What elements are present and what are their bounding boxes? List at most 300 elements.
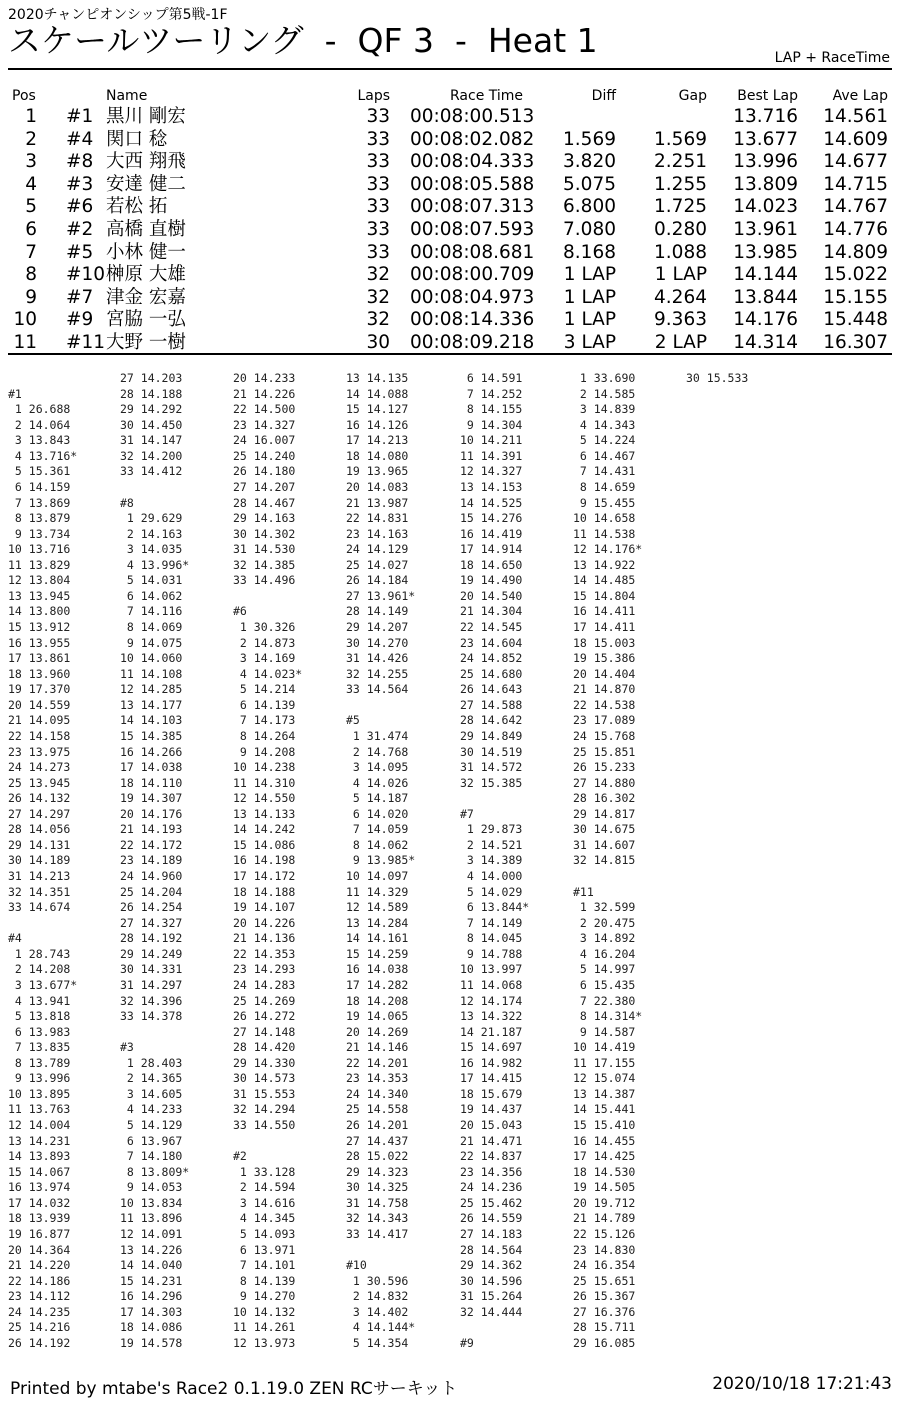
lap-line: 30 14.450 [120, 417, 183, 432]
lap-line: 8 14.264 [233, 728, 296, 743]
lap-line: 25 14.269 [233, 993, 296, 1008]
lap-line: 7 14.059 [346, 822, 409, 837]
lap-line: 23 14.163 [346, 526, 409, 541]
lap-line: 24 14.129 [346, 542, 409, 557]
lap-line: 32 14.385 [233, 557, 296, 572]
lap-line: 16 14.982 [460, 1055, 523, 1070]
lap-line: 2 14.365 [120, 1071, 183, 1086]
lap-line: 13 14.153 [460, 479, 523, 494]
result-row [8, 174, 892, 197]
best-lap-cell: 13.961 [733, 218, 798, 240]
lap-line: #4 [8, 931, 22, 946]
lap-line: #1 [8, 386, 22, 401]
lap-line: 11 14.329 [346, 884, 409, 899]
lap-line: 21 14.870 [573, 682, 636, 697]
lap-line: 16 14.198 [233, 853, 296, 868]
lap-line: 3 14.605 [120, 1086, 183, 1101]
lap-line: 14 14.040 [120, 1258, 183, 1273]
lap-line: 2 14.585 [573, 386, 636, 401]
lap-line [460, 791, 529, 807]
lap-line: 5 14.129 [120, 1118, 183, 1132]
ave-lap-cell: 14.561 [823, 106, 888, 127]
lap-line: 24 14.852 [460, 651, 523, 666]
lap-line: 27 14.297 [8, 806, 71, 821]
lap-line: 7 14.180 [120, 1149, 183, 1164]
lap-line: 16 14.126 [346, 417, 409, 432]
lap-line: 1 29.873 [460, 822, 523, 837]
lap-line: 4 13.941 [8, 993, 71, 1008]
ave-lap-cell: 14.809 [823, 241, 888, 263]
lap-line: 8 14.659 [573, 479, 636, 494]
lap-line: 6 14.139 [233, 697, 296, 712]
lap-line: 33 14.378 [120, 1009, 183, 1024]
lap-line: 27 14.148 [233, 1024, 296, 1039]
lap-line: 16 14.038 [346, 962, 409, 977]
lap-line: 10 14.238 [233, 760, 296, 775]
best-lap-cell: 13.677 [733, 128, 798, 150]
laps-cell: 30 [366, 331, 390, 353]
lap-line: 18 14.110 [120, 775, 183, 790]
lap-column [346, 371, 415, 1351]
lap-line: 26 14.272 [233, 1009, 296, 1024]
lap-line: 20 14.559 [8, 697, 71, 712]
lap-line: 9 13.734 [8, 526, 71, 541]
lap-line: 20 14.540 [460, 588, 523, 603]
result-row [8, 151, 892, 174]
lap-line: 14 21.187 [460, 1024, 523, 1039]
lap-line: 28 14.564 [460, 1242, 523, 1257]
best-lap-cell: 14.314 [733, 331, 798, 353]
lap-line: 14 14.525 [460, 495, 523, 510]
lap-line: 22 14.353 [233, 946, 296, 961]
lap-line: 30 14.302 [233, 526, 296, 541]
lap-line: 19 14.578 [120, 1335, 183, 1350]
best-lap-cell: 13.809 [733, 173, 798, 195]
lap-line: 12 13.973 [233, 1335, 296, 1350]
lap-line: 17 14.038 [120, 760, 183, 775]
lap-line: 25 13.945 [8, 775, 71, 790]
lap-line: 27 14.183 [460, 1226, 523, 1241]
car-number-cell: #3 [66, 173, 94, 195]
car-number-cell: #11 [66, 331, 106, 353]
lap-line: 23 14.112 [8, 1289, 71, 1304]
lap-line: 13 14.231 [8, 1133, 71, 1148]
lap-line: 13 14.226 [120, 1242, 183, 1257]
lap-line: 6 15.435 [573, 977, 636, 992]
lap-line: 12 15.074 [573, 1071, 636, 1086]
page-title: スケールツーリング - QF 3 - Heat 1 [8, 21, 598, 60]
lap-line: 24 14.960 [120, 869, 183, 883]
gap-cell: 4.264 [654, 286, 707, 308]
lap-line: 5 14.029 [460, 884, 523, 899]
lap-line: 14 14.088 [346, 386, 409, 401]
lap-line: 30 14.675 [573, 822, 636, 837]
lap-line: 25 14.204 [120, 884, 183, 899]
lap-column [686, 371, 748, 387]
race-time-cell: 00:08:09.218 [410, 331, 535, 353]
result-row [8, 106, 892, 129]
lap-line: 2 14.873 [233, 635, 296, 650]
car-number-cell: #7 [66, 286, 94, 308]
lap-line: 19 14.437 [460, 1102, 523, 1117]
lap-line: 22 14.186 [8, 1273, 71, 1288]
best-lap-cell: 14.144 [733, 264, 798, 286]
lap-line: 32 14.396 [120, 993, 183, 1008]
driver-name-cell: 小林 健一 [106, 241, 186, 263]
race-time-cell: 00:08:04.333 [410, 151, 535, 173]
lap-line: 4 14.026 [346, 775, 409, 790]
lap-line: 30 14.270 [346, 635, 409, 650]
lap-line: 11 17.155 [573, 1055, 636, 1070]
lap-line: 17 14.425 [573, 1149, 636, 1164]
lap-line: 31 14.530 [233, 542, 296, 557]
race-time-cell: 00:08:04.973 [410, 286, 535, 308]
lap-line: 22 14.172 [120, 837, 183, 852]
lap-line: 31 14.758 [346, 1195, 409, 1210]
lap-line: 16 14.266 [120, 744, 183, 759]
lap-line: 18 13.939 [8, 1211, 71, 1226]
lap-line: 22 15.126 [573, 1226, 636, 1241]
lap-line: 10 13.997 [460, 962, 523, 977]
lap-line: 26 14.643 [460, 682, 523, 697]
lap-line: 26 15.233 [573, 760, 636, 775]
lap-line: 4 16.204 [573, 946, 636, 961]
lap-line: 32 14.815 [573, 853, 636, 868]
lap-line: 17 14.415 [460, 1071, 523, 1086]
lap-line: 14 13.800 [8, 604, 71, 619]
lap-line: 21 14.304 [460, 604, 523, 619]
lap-line: 21 13.987 [346, 495, 409, 510]
lap-line: 26 14.254 [120, 900, 183, 915]
lap-line: 15 14.385 [120, 728, 183, 743]
lap-line: 27 14.207 [233, 479, 296, 494]
lap-line: 31 14.297 [120, 977, 183, 992]
lap-line: 25 14.240 [233, 448, 296, 463]
lap-line: 11 13.896 [120, 1211, 183, 1226]
lap-line: 23 17.089 [573, 713, 636, 728]
lap-line: 13 13.945 [8, 588, 71, 603]
lap-line: 15 15.410 [573, 1118, 636, 1132]
driver-name-cell: 津金 宏嘉 [106, 286, 186, 308]
lap-line: 33 14.496 [233, 573, 296, 588]
lap-line: 4 14.233 [120, 1102, 183, 1117]
lap-line: 24 14.273 [8, 760, 71, 775]
lap-line: 20 14.269 [346, 1024, 409, 1039]
lap-line: 20 14.226 [233, 915, 296, 930]
lap-line: 17 14.172 [233, 869, 296, 883]
pos-cell: 1 [25, 106, 37, 127]
lap-line: 17 14.282 [346, 977, 409, 992]
footer-printed-by: Printed by mtabe's Race2 0.1.19.0 ZEN RCサーキット [10, 1379, 458, 1399]
lap-line: 29 14.323 [346, 1164, 409, 1179]
lap-line: 32 14.294 [233, 1102, 296, 1117]
gap-cell: 1.088 [654, 241, 707, 263]
race-time-cell: 00:08:14.336 [410, 309, 535, 331]
lap-line: 12 14.285 [120, 682, 183, 697]
best-lap-cell: 14.023 [733, 196, 798, 218]
lap-line: 6 14.062 [120, 588, 183, 603]
lap-line: 4 14.144* [346, 1320, 416, 1335]
lap-line: 3 13.843 [8, 433, 71, 448]
lap-line: 2 14.768 [346, 744, 409, 759]
lap-line: 31 14.147 [120, 433, 183, 448]
lap-line: 24 16.007 [233, 433, 296, 448]
lap-line: 23 14.604 [460, 635, 523, 650]
lap-line: 22 14.837 [460, 1149, 523, 1164]
lap-line: 23 13.975 [8, 744, 71, 759]
header-best-lap: Best Lap [737, 88, 798, 104]
lap-line: 12 14.589 [346, 900, 409, 915]
lap-line: 9 13.985* [346, 853, 416, 868]
lap-line: 19 13.965 [346, 464, 409, 479]
lap-line: 25 14.680 [460, 666, 523, 681]
lap-line: 24 15.768 [573, 728, 636, 743]
lap-line: 1 31.474 [346, 728, 409, 743]
laps-cell: 33 [366, 128, 390, 150]
lap-line: 1 30.596 [346, 1273, 409, 1288]
lap-line: 6 13.983 [8, 1024, 71, 1039]
lap-line: 8 14.314* [573, 1009, 643, 1024]
lap-line: 32 14.200 [120, 448, 183, 463]
lap-line: 26 14.132 [8, 791, 71, 806]
result-row [8, 129, 892, 152]
lap-line: 22 14.545 [460, 620, 523, 634]
lap-line: 14 15.441 [573, 1102, 636, 1117]
header-pos: Pos [12, 88, 36, 104]
lap-line: 26 14.180 [233, 464, 296, 479]
lap-line: 2 14.521 [460, 837, 523, 852]
lap-line: 26 14.201 [346, 1118, 409, 1132]
lap-line: 5 15.361 [8, 464, 71, 479]
race-time-cell: 00:08:00.513 [410, 106, 535, 127]
ave-lap-cell: 14.767 [823, 196, 888, 218]
lap-line: 29 14.817 [573, 806, 636, 821]
lap-line: 20 19.712 [573, 1195, 636, 1210]
pos-cell: 2 [25, 128, 37, 150]
lap-line: 22 14.831 [346, 511, 409, 526]
lap-line: 21 14.193 [120, 822, 183, 837]
lap-line: 28 14.188 [120, 386, 183, 401]
lap-line: 14 14.103 [120, 713, 183, 728]
lap-line: 13 14.133 [233, 806, 296, 821]
lap-line: 20 14.364 [8, 1242, 71, 1257]
lap-line: 9 14.208 [233, 744, 296, 759]
lap-line [346, 698, 415, 714]
lap-line: 28 15.022 [346, 1149, 409, 1164]
gap-cell: 1.255 [654, 173, 707, 195]
lap-line: 9 14.270 [233, 1289, 296, 1304]
lap-line: 23 14.293 [233, 962, 296, 977]
diff-cell: 6.800 [563, 196, 616, 218]
lap-line: 14 14.161 [346, 931, 409, 946]
lap-line: 12 14.004 [8, 1118, 71, 1132]
lap-line: 18 14.208 [346, 993, 409, 1008]
lap-line: 33 14.417 [346, 1226, 409, 1241]
car-number-cell: #9 [66, 309, 94, 331]
lap-line: 25 15.462 [460, 1195, 523, 1210]
lap-line: 27 14.588 [460, 697, 523, 712]
lap-line: 17 13.861 [8, 651, 71, 666]
lap-line: 26 15.367 [573, 1289, 636, 1304]
laps-cell: 32 [366, 286, 390, 308]
lap-line: 19 14.505 [573, 1180, 636, 1195]
lap-line: 21 14.136 [233, 931, 296, 946]
diff-cell: 3.820 [563, 151, 616, 173]
lap-line: 32 14.343 [346, 1211, 409, 1226]
laps-cell: 33 [366, 196, 390, 218]
laps-cell: 33 [366, 151, 390, 173]
lap-line: 28 16.302 [573, 791, 636, 806]
lap-line: 1 28.403 [120, 1055, 183, 1070]
lap-line: 23 14.353 [346, 1071, 409, 1086]
lap-line: 7 14.116 [120, 604, 183, 619]
lap-line: 25 14.558 [346, 1102, 409, 1117]
lap-line: 18 14.080 [346, 448, 409, 463]
lap-line: 10 13.834 [120, 1195, 183, 1210]
pos-cell: 3 [25, 151, 37, 173]
lap-line: 15 14.231 [120, 1273, 183, 1288]
lap-line: 23 14.356 [460, 1164, 523, 1179]
lap-line [8, 916, 77, 932]
race-time-cell: 00:08:07.313 [410, 196, 535, 218]
pos-cell: 6 [25, 218, 37, 240]
pos-cell: 8 [25, 264, 37, 286]
lap-line: 24 14.236 [460, 1180, 523, 1195]
lap-line: 16 14.411 [573, 604, 636, 619]
lap-line: 16 14.296 [120, 1289, 183, 1304]
lap-line: 21 14.220 [8, 1258, 71, 1273]
lap-line: 21 14.226 [233, 386, 296, 401]
lap-line: #2 [233, 1149, 247, 1164]
lap-line: 8 13.879 [8, 511, 71, 526]
lap-line: 15 14.259 [346, 946, 409, 961]
lap-line: 21 14.095 [8, 713, 71, 728]
lap-line: 19 15.386 [573, 651, 636, 666]
lap-line: #9 [460, 1335, 474, 1350]
race-time-cell: 00:08:00.709 [410, 264, 535, 286]
result-row [8, 242, 892, 265]
lap-line: 27 14.437 [346, 1133, 409, 1148]
driver-name-cell: 高橋 直樹 [106, 218, 186, 240]
lap-line: 10 14.211 [460, 433, 523, 448]
driver-name-cell: 安達 健二 [106, 173, 186, 195]
lap-line: 24 16.354 [573, 1258, 636, 1273]
lap-column [573, 371, 642, 1351]
diff-cell: 1.569 [563, 128, 616, 150]
supertitle: 2020チャンピオンシップ第5戦-1F [8, 7, 228, 23]
driver-name-cell: 関口 稔 [106, 128, 168, 150]
lap-line: 7 13.869 [8, 495, 71, 510]
lap-line: 28 14.149 [346, 604, 409, 619]
lap-line [233, 589, 302, 605]
lap-line: 29 14.131 [8, 837, 71, 852]
lap-line: 7 14.431 [573, 464, 636, 479]
lap-line: 6 13.971 [233, 1242, 296, 1257]
lap-line: 13 14.284 [346, 915, 409, 930]
lap-line: 5 14.997 [573, 962, 636, 977]
diff-cell: 8.168 [563, 241, 616, 263]
lap-line: 3 14.839 [573, 402, 636, 417]
lap-line: #7 [460, 806, 474, 821]
result-row [8, 219, 892, 242]
pos-cell: 9 [25, 286, 37, 308]
lap-line: 26 14.184 [346, 573, 409, 588]
lap-line: 8 14.062 [346, 837, 409, 852]
lap-line: 7 22.380 [573, 993, 636, 1008]
gap-cell: 0.280 [654, 218, 707, 240]
lap-line: 30 14.573 [233, 1071, 296, 1086]
middle-divider [8, 353, 892, 355]
driver-name-cell: 大西 翔飛 [106, 151, 186, 173]
lap-line: 4 13.996* [120, 557, 190, 572]
lap-line: 28 14.642 [460, 713, 523, 728]
lap-line: 14 14.485 [573, 573, 636, 588]
lap-line: 4 14.000 [460, 869, 523, 883]
lap-line: 16 13.974 [8, 1180, 71, 1195]
result-row [8, 332, 892, 355]
race-time-cell: 00:08:02.082 [410, 128, 535, 150]
ave-lap-cell: 15.448 [823, 309, 888, 331]
lap-line: 30 14.325 [346, 1180, 409, 1195]
driver-name-cell: 大野 一樹 [106, 331, 186, 353]
lap-line: 17 14.411 [573, 620, 636, 634]
laps-cell: 33 [366, 241, 390, 263]
lap-line: 31 15.264 [460, 1289, 523, 1304]
race-time-cell: 00:08:08.681 [410, 241, 535, 263]
lap-line: 19 14.107 [233, 900, 296, 915]
ave-lap-cell: 15.155 [823, 286, 888, 308]
lap-line [573, 869, 642, 885]
ave-lap-cell: 15.022 [823, 264, 888, 286]
lap-line: 3 14.402 [346, 1304, 409, 1319]
lap-line: 3 14.169 [233, 651, 296, 666]
lap-line: 25 14.216 [8, 1320, 71, 1335]
lap-column [120, 371, 189, 1351]
diff-cell: 3 LAP [563, 331, 616, 353]
lap-line: 32 14.255 [346, 666, 409, 681]
lap-line: 28 14.192 [120, 931, 183, 946]
header-gap: Gap [678, 88, 707, 104]
lap-line: 31 14.213 [8, 869, 71, 883]
lap-line: 31 14.426 [346, 651, 409, 666]
gap-cell: 1.725 [654, 196, 707, 218]
lap-line: 23 14.189 [120, 853, 183, 868]
lap-line: 18 15.003 [573, 635, 636, 650]
laps-cell: 32 [366, 309, 390, 331]
lap-line: 1 26.688 [8, 402, 71, 417]
lap-line: 11 14.310 [233, 775, 296, 790]
lap-line: 15 14.086 [233, 837, 296, 852]
lap-line: 7 14.252 [460, 386, 523, 401]
lap-line: 9 13.996 [8, 1071, 71, 1086]
pos-cell: 7 [25, 241, 37, 263]
laps-cell: 32 [366, 264, 390, 286]
lap-line: 15 14.697 [460, 1040, 523, 1055]
lap-line: 15 14.127 [346, 402, 409, 417]
lap-line: 13 14.135 [346, 371, 409, 385]
lap-line: 30 14.519 [460, 744, 523, 759]
lap-line: 24 14.340 [346, 1086, 409, 1101]
lap-line: 3 14.616 [233, 1195, 296, 1210]
lap-line: 5 14.031 [120, 573, 183, 588]
lap-line: 8 14.069 [120, 620, 183, 634]
lap-line: 22 14.201 [346, 1055, 409, 1070]
lap-line: 8 13.809* [120, 1164, 190, 1179]
lap-line: 14 13.893 [8, 1149, 71, 1164]
gap-cell: 9.363 [654, 309, 707, 331]
lap-line: 10 13.716 [8, 542, 71, 557]
lap-line: 27 14.880 [573, 775, 636, 790]
